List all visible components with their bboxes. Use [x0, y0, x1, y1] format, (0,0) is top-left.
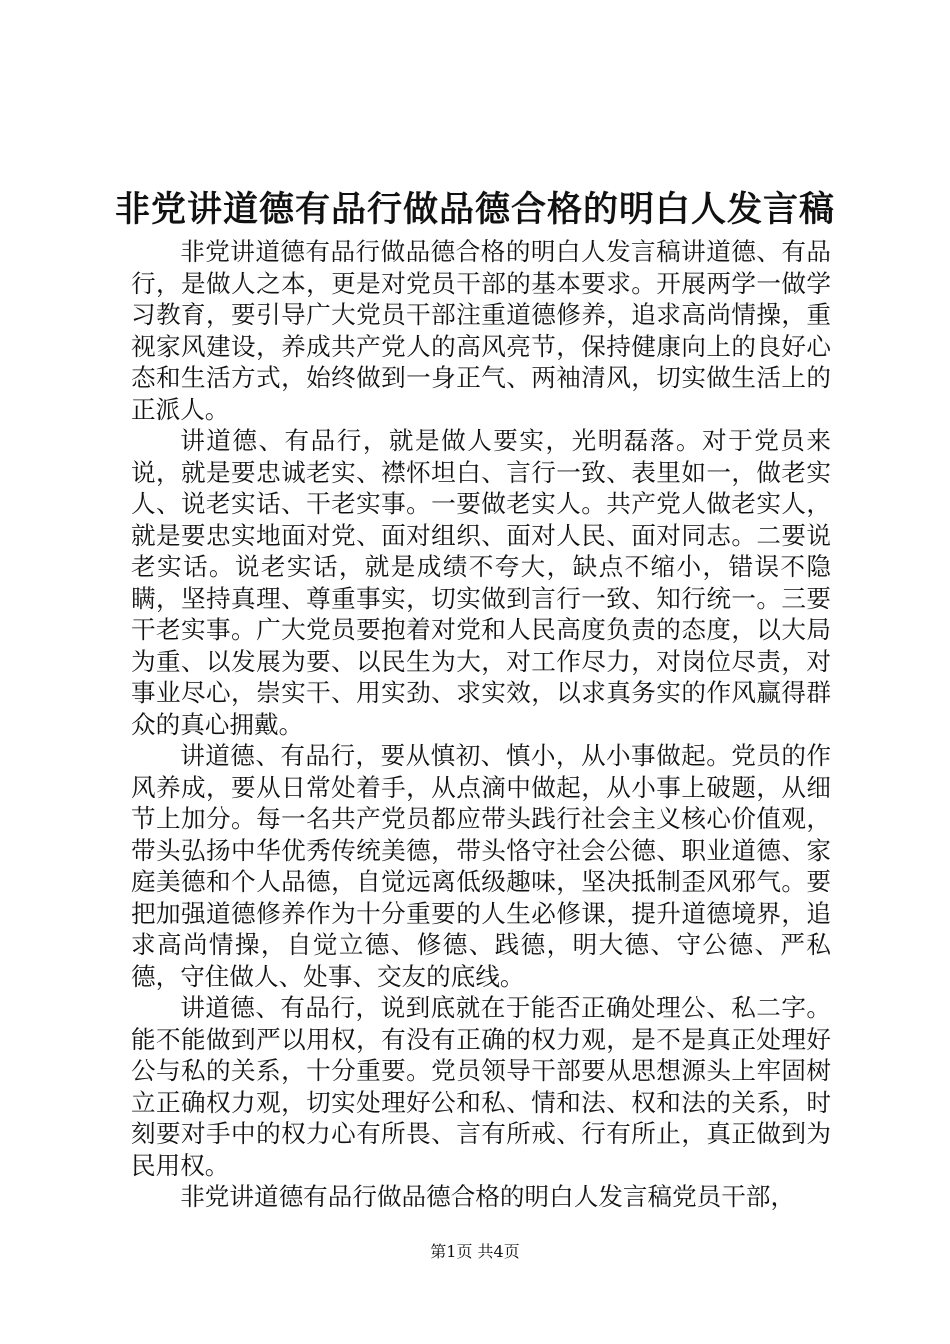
document-title: 非党讲道德有品行做品德合格的明白人发言稿 — [114, 190, 835, 230]
paragraph-3: 讲道德、有品行，要从慎初、慎小，从小事做起。党员的作风养成，要从日常处着手，从点滴中做起，从小事上破题，从细节上加分。每一名共产党员都应带头践行社会主义核心价值观，带头弘扬中华优秀传统美德，带头恪守社会公德、职业道德、家庭美德和个人品德，自觉远离低级趣味，坚决抵制歪风邪气。要把加强道德修养作为十分重要的人生必修课，提升道德境界，追求高尚情操，自觉立德、修德、践德，明大德、守公德、严私德，守住做人、处事、交友的底线。 — [131, 741, 831, 991]
document-body — [131, 236, 831, 1213]
page-number-footer: 第1页 共4页 — [430, 1242, 520, 1261]
paragraph-2: 讲道德、有品行，就是做人要实，光明磊落。对于党员来说，就是要忠诚老实、襟怀坦白、言行一致、表里如一，做老实人、说老实话、干老实事。一要做老实人。共产党人做老实人，就是要忠实地面对党、面对组织、面对人民、面对同志。二要说老实话。说老实话，就是成绩不夸大，缺点不缩小，错误不隐瞒，坚持真理、尊重事实，切实做到言行一致、知行统一。三要干老实事。广大党员要抱着对党和人民高度负责的态度，以大局为重、以发展为要、以民生为大，对工作尽力，对岗位尽责，对事业尽心，崇实干、用实劲、求实效，以求真务实的作风赢得群众的真心拥戴。 — [131, 426, 831, 739]
paragraph-4: 讲道德、有品行，说到底就在于能否正确处理公、私二字。能不能做到严以用权，有没有正确的权力观，是不是真正处理好公与私的关系，十分重要。党员领导干部要从思想源头上牢固树立正确权力观，切实处理好公和私、情和法、权和法的关系，时刻要对手中的权力心有所畏、言有所戒、行有所止，真正做到为民用权。 — [131, 993, 831, 1180]
paragraph-5: 非党讲道德有品行做品德合格的明白人发言稿党员干部， — [180, 1182, 796, 1211]
paragraph-1: 非党讲道德有品行做品德合格的明白人发言稿讲道德、有品行，是做人之本，更是对党员干部的基本要求。开展两学一做学习教育，要引导广大党员干部注重道德修养，追求高尚情操，重视家风建设，养成共产党人的高风亮节，保持健康向上的良好心态和生活方式，始终做到一身正气、两袖清风，切实做生活上的正派人。 — [131, 237, 831, 424]
